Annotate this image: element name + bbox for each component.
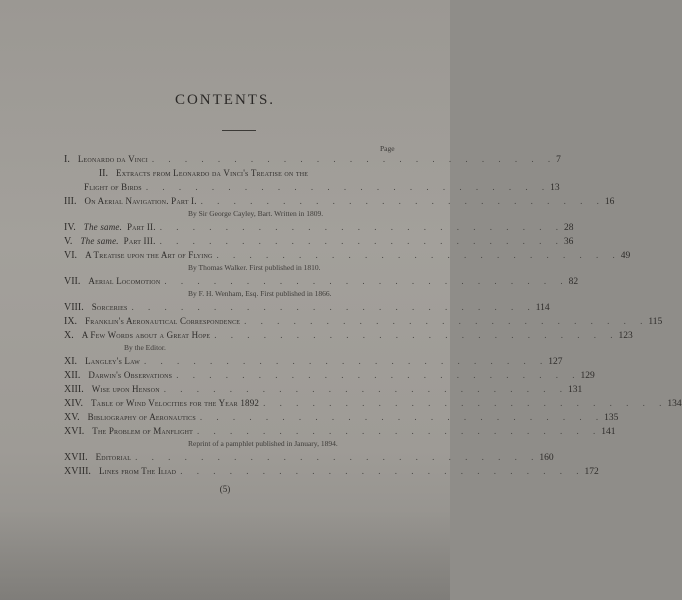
toc-entry (64, 194, 615, 208)
entry-page: 141 (601, 427, 616, 437)
toc-entry (64, 152, 561, 166)
entry-number: VI. (64, 250, 78, 261)
entry-title: A Few Words about a Great Hope (81, 330, 211, 340)
entry-byline: Reprint of a pamphlet published in January, 1894. (188, 439, 338, 448)
entry-number: IV. (64, 222, 76, 233)
entry-byline: By Thomas Walker. First published in 1810. (188, 263, 321, 272)
leader-dots: . . . . . . . . . . . . . . . . . . . . . . . . . (144, 356, 549, 366)
entry-title: A Treatise upon the Art of Flying (85, 250, 213, 260)
entry-title: Bibliography of Aeronautics (87, 412, 196, 422)
entry-number: XVII. (64, 452, 88, 463)
leader-dots: . . . . . . . . . . . . . . . . . . . . . . . . . (180, 466, 585, 476)
entry-title: Extracts from Leonardo da Vinci's Treatise on the (116, 168, 309, 178)
entry-page: 123 (618, 331, 633, 341)
entry-title-italic: The same. (80, 236, 119, 246)
entry-number: X. (64, 330, 74, 341)
entry-number: II. (98, 168, 108, 179)
toc-entry (64, 396, 682, 410)
entry-page: 16 (604, 197, 615, 207)
leader-dots: . . . . . . . . . . . . . . . . . . . . . . . . . (151, 154, 557, 164)
entry-number: IX. (64, 316, 78, 327)
entry-title: Editorial (95, 452, 132, 462)
entry-page: 36 (563, 237, 574, 247)
entry-page: 13 (550, 183, 560, 193)
entry-title: Wise upon Henson (91, 384, 160, 394)
toc-entry (64, 354, 563, 368)
entry-number: XIII. (64, 384, 84, 395)
toc-entry (64, 248, 631, 262)
entry-title-part: Part III. (123, 236, 156, 246)
toc-entry (64, 234, 574, 248)
leader-dots: . . . . . . . . . . . . . . . . . . . . . . . . . (176, 370, 581, 380)
entry-number: I. (64, 154, 70, 165)
entry-title: On Aerial Navigation. Part I. (84, 196, 197, 206)
toc-entry (64, 314, 663, 328)
title-rule (222, 130, 256, 131)
entry-page: 131 (568, 385, 583, 395)
entry-number: XII. (64, 370, 81, 381)
entry-number: XIV. (64, 398, 83, 409)
entry-title (80, 234, 155, 248)
entry-page: 115 (648, 317, 663, 327)
entry-title: Aerial Locomotion (88, 276, 161, 286)
entry-title-italic: The same. (83, 222, 123, 232)
entry-number: XI. (64, 356, 78, 367)
entry-title: Lines from The Iliad (98, 466, 177, 476)
leader-dots: . . . . . . . . . . . . . . . . . . . . . . . . . (159, 236, 564, 246)
toc-entry (64, 368, 595, 382)
leader-dots: . . . . . . . . . . . . . . . . . . . . . . . . . (244, 316, 649, 326)
entry-number: VII. (64, 276, 81, 287)
leader-dots: . . . . . . . . . . . . . . . . . . . . . . . . . (216, 250, 621, 260)
entry-title: Table of Wind Velocities for the Year 1892 (90, 398, 260, 408)
entry-title: Sorceries (91, 302, 128, 312)
leader-dots: . . . . . . . . . . . . . . . . . . . . . . . . . (199, 412, 605, 422)
toc-entry (64, 382, 583, 396)
entry-number: XV. (64, 412, 80, 423)
toc-entry (64, 220, 574, 234)
leader-dots: . . . . . . . . . . . . . . . . . . . . . . . . . (145, 182, 551, 192)
entry-page: 134 (667, 399, 682, 409)
entry-byline: By Sir George Cayley, Bart. Written in 1809. (188, 209, 324, 218)
entry-byline: By F. H. Wenham, Esq. First published in 1866. (188, 289, 332, 298)
toc-entry (64, 450, 554, 464)
entry-title: The Problem of Manflight (92, 426, 194, 436)
leader-dots: . . . . . . . . . . . . . . . . . . . . . . . . . (131, 302, 536, 312)
leader-dots: . . . . . . . . . . . . . . . . . . . . . . . . . (263, 398, 668, 408)
leader-dots: . . . . . . . . . . . . . . . . . . . . . . . . . (200, 196, 605, 206)
leader-dots: . . . . . . . . . . . . . . . . . . . . . . . . . (197, 426, 602, 436)
entry-number: XVI. (64, 426, 85, 437)
entry-number: III. (64, 196, 77, 207)
leader-dots: . . . . . . . . . . . . . . . . . . . . . . . . . (159, 222, 564, 232)
page-folio: (5) (219, 484, 231, 494)
entry-byline: By the Editor. (124, 343, 166, 352)
leader-dots: . . . . . . . . . . . . . . . . . . . . . . . . . (164, 276, 569, 286)
toc-entry (64, 410, 619, 424)
toc-entry (64, 300, 550, 314)
page-column-label: Page (380, 144, 395, 153)
entry-page: 7 (556, 155, 561, 165)
entry-page: 28 (563, 223, 574, 233)
toc-entry-continuation (64, 180, 560, 194)
entry-page: 82 (568, 277, 579, 287)
entry-page: 160 (539, 453, 554, 463)
entry-title (84, 220, 156, 234)
toc-entry (64, 274, 579, 288)
entry-number: V. (64, 236, 73, 247)
entry-title: Darwin's Observations (88, 370, 173, 380)
table-of-contents (64, 152, 682, 478)
entry-number: VIII. (64, 302, 84, 313)
entry-page: 172 (584, 467, 599, 477)
toc-entry (64, 166, 394, 180)
page-title: CONTENTS. (174, 92, 276, 108)
leader-dots: . . . . . . . . . . . . . . . . . . . . . . . . . (214, 330, 619, 340)
leader-dots: . . . . . . . . . . . . . . . . . . . . . . . . . (163, 384, 568, 394)
toc-entry (64, 464, 599, 478)
entry-page: 129 (580, 371, 595, 381)
entry-number: XVIII. (64, 466, 91, 477)
entry-page: 114 (535, 303, 550, 313)
entry-title: Franklin's Aeronautical Correspondence (85, 316, 241, 326)
toc-entry (64, 424, 616, 438)
entry-title-continued: Flight of Birds (84, 182, 142, 192)
entry-page: 135 (604, 413, 619, 423)
leader-dots: . . . . . . . . . . . . . . . . . . . . . . . . . (135, 452, 540, 462)
entry-page: 127 (548, 357, 563, 367)
entry-title-part: Part II. (126, 222, 156, 232)
entry-title: Langley's Law (85, 356, 141, 366)
entry-page: 49 (620, 251, 631, 261)
toc-entry (64, 328, 633, 342)
entry-title: Leonardo da Vinci (77, 154, 148, 164)
